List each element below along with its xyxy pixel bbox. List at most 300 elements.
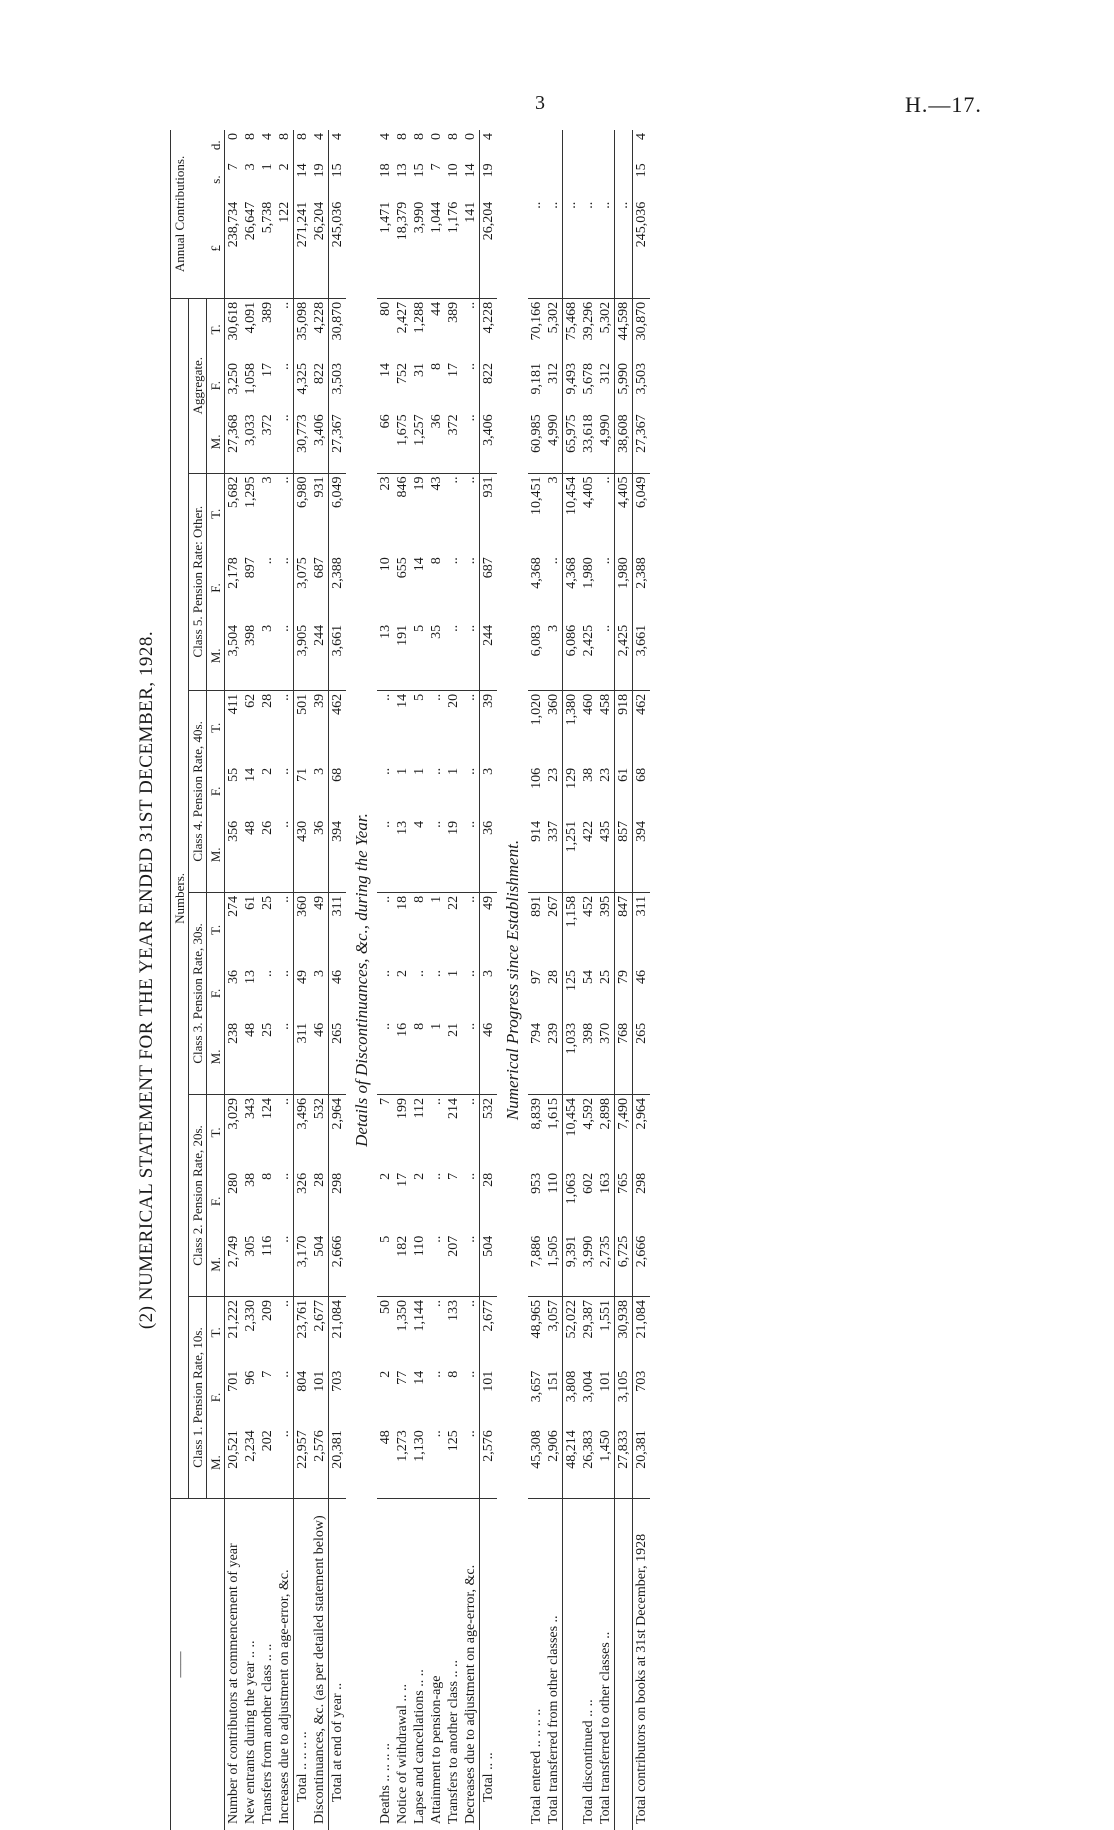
contribution-value: 19 xyxy=(311,160,329,198)
cell-value: 30,870 xyxy=(633,298,651,360)
cell-value: 2 xyxy=(259,765,276,818)
cell-value: 22 xyxy=(445,892,462,967)
cell-value: 209 xyxy=(259,1296,276,1367)
contribution-value: 8 xyxy=(294,130,312,160)
table-row xyxy=(428,130,445,1830)
cell-value: 6,083 xyxy=(528,622,545,691)
cell-value: 1,158 xyxy=(563,892,581,967)
cell-value: 265 xyxy=(633,1020,651,1095)
cell-value: 13 xyxy=(377,622,394,691)
cell-value: 1,551 xyxy=(597,1296,615,1367)
cell-value: 125 xyxy=(445,1427,462,1498)
cell-value: 38 xyxy=(580,765,597,818)
cell-value: 3,661 xyxy=(633,622,651,691)
contribution-value: 15 xyxy=(411,160,428,198)
column-f-header: F. xyxy=(207,765,225,818)
cell-value: .. xyxy=(445,473,462,554)
table-row xyxy=(615,130,633,1830)
contribution-value: 3,990 xyxy=(411,199,428,299)
row-label: Total discontinued .. .. xyxy=(580,1499,597,1830)
contribution-value: 8 xyxy=(394,130,411,160)
cell-value: 1 xyxy=(411,765,428,818)
cell-value: .. xyxy=(462,1094,480,1169)
cell-value: .. xyxy=(462,411,480,473)
column-t-header: T. xyxy=(207,690,225,765)
cell-value: 794 xyxy=(528,1020,545,1095)
cell-value: 25 xyxy=(259,1020,276,1095)
cell-value: .. xyxy=(428,1094,445,1169)
cell-value: .. xyxy=(445,622,462,691)
cell-value: 2,677 xyxy=(480,1296,498,1367)
class1-header: Class 1. Pension Rate, 10s. xyxy=(189,1296,207,1498)
cell-value: 5,302 xyxy=(545,298,563,360)
cell-value: 96 xyxy=(242,1368,259,1427)
cell-value: .. xyxy=(276,1020,294,1095)
cell-value: 504 xyxy=(311,1233,329,1297)
contribution-value: 26,204 xyxy=(480,199,498,299)
cell-value: 3,029 xyxy=(225,1094,243,1169)
cell-value: 3 xyxy=(311,765,329,818)
cell-value: 61 xyxy=(242,892,259,967)
cell-value: 5 xyxy=(411,690,428,765)
contribution-value xyxy=(580,160,597,198)
cell-value: 280 xyxy=(225,1170,243,1233)
row-label: Total entered .. .. .. .. xyxy=(528,1499,545,1830)
cell-value: 4,228 xyxy=(311,298,329,360)
cell-value: .. xyxy=(276,690,294,765)
cell-value: 3,503 xyxy=(329,360,347,411)
contribution-value: 18 xyxy=(377,160,394,198)
cell-value: 2,388 xyxy=(329,554,347,622)
cell-value: 460 xyxy=(580,690,597,765)
cell-value: 6,086 xyxy=(563,622,581,691)
cell-value: 4,405 xyxy=(615,473,633,554)
cell-value: .. xyxy=(445,554,462,622)
cell-value: 8 xyxy=(428,554,445,622)
cell-value: 23 xyxy=(377,473,394,554)
cell-value: .. xyxy=(377,1020,394,1095)
cell-value: 70,166 xyxy=(528,298,545,360)
contribution-value xyxy=(545,130,563,160)
cell-value: 28 xyxy=(311,1170,329,1233)
contribution-value xyxy=(528,130,545,160)
cell-value: 846 xyxy=(394,473,411,554)
contribution-value xyxy=(563,160,581,198)
cell-value: .. xyxy=(276,298,294,360)
row-label: Total .. .. .. .. xyxy=(294,1499,312,1830)
cell-value: 768 xyxy=(615,1020,633,1095)
table-row xyxy=(480,130,498,1830)
cell-value: 5 xyxy=(377,1233,394,1297)
cell-value: 337 xyxy=(545,818,563,893)
cell-value: 20,381 xyxy=(633,1427,651,1498)
cell-value: .. xyxy=(276,818,294,893)
cell-value: 44,598 xyxy=(615,298,633,360)
cell-value: 16 xyxy=(394,1020,411,1095)
cell-value: 398 xyxy=(242,622,259,691)
contribution-value xyxy=(597,160,615,198)
cell-value: 1,675 xyxy=(394,411,411,473)
cell-value: 655 xyxy=(394,554,411,622)
cell-value: 1,033 xyxy=(563,1020,581,1095)
cell-value: 116 xyxy=(259,1233,276,1297)
cell-value: 3,661 xyxy=(329,622,347,691)
cell-value: 311 xyxy=(633,892,651,967)
cell-value: 2,964 xyxy=(633,1094,651,1169)
cell-value: 17 xyxy=(259,360,276,411)
class3-header: Class 3. Pension Rate, 30s. xyxy=(189,892,207,1094)
cell-value: 703 xyxy=(329,1368,347,1427)
cell-value: 8,839 xyxy=(528,1094,545,1169)
cell-value: 129 xyxy=(563,765,581,818)
cell-value: 2,576 xyxy=(311,1427,329,1498)
cell-value: 452 xyxy=(580,892,597,967)
row-label xyxy=(615,1499,633,1830)
cell-value: 35,098 xyxy=(294,298,312,360)
cell-value: 46 xyxy=(480,1020,498,1095)
cell-value: 953 xyxy=(528,1170,545,1233)
cell-value: .. xyxy=(428,1427,445,1498)
cell-value: 28 xyxy=(259,690,276,765)
contribution-value: .. xyxy=(563,199,581,299)
row-label: New entrants during the year .. .. xyxy=(242,1499,259,1830)
cell-value: 52,022 xyxy=(563,1296,581,1367)
cell-value: 55 xyxy=(225,765,243,818)
cell-value: 4,990 xyxy=(545,411,563,473)
cell-value: 39,296 xyxy=(580,298,597,360)
cell-value: 891 xyxy=(528,892,545,967)
cell-value: .. xyxy=(462,690,480,765)
cell-value: 5,678 xyxy=(580,360,597,411)
cell-value: 5 xyxy=(411,622,428,691)
cell-value: .. xyxy=(276,1296,294,1367)
table-row xyxy=(462,130,480,1830)
contribution-value: 245,036 xyxy=(633,199,651,299)
contribution-value: 3 xyxy=(242,160,259,198)
cell-value: 18 xyxy=(394,892,411,967)
cell-value: 3,808 xyxy=(563,1368,581,1427)
contribution-value: .. xyxy=(545,199,563,299)
table-row xyxy=(377,130,394,1830)
cell-value: .. xyxy=(462,967,480,1020)
cell-value: 101 xyxy=(597,1368,615,1427)
cell-value: 23,761 xyxy=(294,1296,312,1367)
cell-value: 914 xyxy=(528,818,545,893)
cell-value: 21,222 xyxy=(225,1296,243,1367)
cell-value: 106 xyxy=(528,765,545,818)
cell-value: 4,592 xyxy=(580,1094,597,1169)
cell-value: 5,302 xyxy=(597,298,615,360)
contribution-value xyxy=(615,160,633,198)
cell-value: .. xyxy=(259,967,276,1020)
table-row xyxy=(394,130,411,1830)
contribution-value: 1,176 xyxy=(445,199,462,299)
table-row xyxy=(259,130,276,1830)
cell-value: 389 xyxy=(259,298,276,360)
cell-value: .. xyxy=(462,298,480,360)
cell-value: 1,615 xyxy=(545,1094,563,1169)
cell-value: .. xyxy=(462,1368,480,1427)
cell-value: 30,618 xyxy=(225,298,243,360)
cell-value: 2,425 xyxy=(615,622,633,691)
cell-value: 17 xyxy=(394,1170,411,1233)
column-f-header: F. xyxy=(207,1368,225,1427)
cell-value: 30,773 xyxy=(294,411,312,473)
cell-value: 25 xyxy=(597,967,615,1020)
cell-value: 532 xyxy=(311,1094,329,1169)
cell-value: 61 xyxy=(615,765,633,818)
cell-value: 151 xyxy=(545,1368,563,1427)
cell-value: .. xyxy=(276,1368,294,1427)
contribution-value: 0 xyxy=(428,130,445,160)
cell-value: 21,084 xyxy=(633,1296,651,1367)
contribution-value: 15 xyxy=(329,160,347,198)
cell-value: 36 xyxy=(428,411,445,473)
contribution-value xyxy=(597,130,615,160)
cell-value: 1,144 xyxy=(411,1296,428,1367)
cell-value: 35 xyxy=(428,622,445,691)
contribution-value: 1,044 xyxy=(428,199,445,299)
cell-value: 1,450 xyxy=(597,1427,615,1498)
row-label xyxy=(563,1499,581,1830)
cell-value: .. xyxy=(462,1233,480,1297)
currency-unit-header: £ xyxy=(207,199,225,299)
cell-value: 28 xyxy=(545,967,563,1020)
cell-value: 701 xyxy=(225,1368,243,1427)
contribution-value: 14 xyxy=(294,160,312,198)
cell-value: 20,521 xyxy=(225,1427,243,1498)
table-body xyxy=(225,130,651,1830)
contribution-value: 8 xyxy=(276,130,294,160)
cell-value: 75,468 xyxy=(563,298,581,360)
cell-value: 3,990 xyxy=(580,1233,597,1297)
cell-value: .. xyxy=(276,411,294,473)
cell-value: 62 xyxy=(242,690,259,765)
column-m-header: M. xyxy=(207,1233,225,1297)
contribution-value: 1,471 xyxy=(377,199,394,299)
cell-value: .. xyxy=(276,1233,294,1297)
cell-value: 10,451 xyxy=(528,473,545,554)
cell-value: 312 xyxy=(545,360,563,411)
cell-value: 2,234 xyxy=(242,1427,259,1498)
cell-value: .. xyxy=(462,622,480,691)
cell-value: 191 xyxy=(394,622,411,691)
row-label: Number of contributors at commencement of year xyxy=(225,1499,243,1830)
cell-value: 822 xyxy=(480,360,498,411)
cell-value: 112 xyxy=(411,1094,428,1169)
cell-value: .. xyxy=(276,622,294,691)
cell-value: 14 xyxy=(242,765,259,818)
cell-value: 4,368 xyxy=(528,554,545,622)
row-label: Total contributors on books at 31st December, 1928 xyxy=(633,1499,651,1830)
cell-value: 8 xyxy=(445,1368,462,1427)
contribution-value: 4 xyxy=(311,130,329,160)
cell-value: 857 xyxy=(615,818,633,893)
cell-value: 66 xyxy=(377,411,394,473)
contribution-value: 141 xyxy=(462,199,480,299)
cell-value: 207 xyxy=(445,1233,462,1297)
rotated-table-area xyxy=(136,130,1114,1830)
cell-value: 3,057 xyxy=(545,1296,563,1367)
cell-value: 20 xyxy=(445,690,462,765)
cell-value: 7,886 xyxy=(528,1233,545,1297)
table-row xyxy=(563,130,581,1830)
cell-value: 847 xyxy=(615,892,633,967)
cell-value: 214 xyxy=(445,1094,462,1169)
cell-value: .. xyxy=(597,473,615,554)
cell-value: 5,990 xyxy=(615,360,633,411)
cell-value: 462 xyxy=(329,690,347,765)
cell-value: 238 xyxy=(225,1020,243,1095)
cell-value: 462 xyxy=(633,690,651,765)
cell-value: 239 xyxy=(545,1020,563,1095)
cell-value: 13 xyxy=(242,967,259,1020)
cell-value: 50 xyxy=(377,1296,394,1367)
contribution-value: 4 xyxy=(259,130,276,160)
table-row xyxy=(242,130,259,1830)
cell-value: 2,330 xyxy=(242,1296,259,1367)
column-t-header: T. xyxy=(207,298,225,360)
cell-value: 532 xyxy=(480,1094,498,1169)
cell-value: .. xyxy=(428,1233,445,1297)
cell-value: 19 xyxy=(445,818,462,893)
cell-value: 1,350 xyxy=(394,1296,411,1367)
column-t-header: T. xyxy=(207,1094,225,1169)
contribution-value: .. xyxy=(528,199,545,299)
cell-value: 360 xyxy=(294,892,312,967)
cell-value: 4,405 xyxy=(580,473,597,554)
table-row xyxy=(445,130,462,1830)
cell-value: 2,677 xyxy=(311,1296,329,1367)
cell-value: 395 xyxy=(597,892,615,967)
cell-value: 125 xyxy=(563,967,581,1020)
cell-value: 356 xyxy=(225,818,243,893)
contribution-value: 14 xyxy=(462,160,480,198)
cell-value: 13 xyxy=(394,818,411,893)
contribution-value: 238,734 xyxy=(225,199,243,299)
currency-unit-header: s. xyxy=(207,160,225,198)
row-label: Total at end of year .. xyxy=(329,1499,347,1830)
cell-value: .. xyxy=(462,892,480,967)
row-label: Attainment to pension-age xyxy=(428,1499,445,1830)
contribution-value: 5,738 xyxy=(259,199,276,299)
cell-value: .. xyxy=(462,360,480,411)
cell-value: 918 xyxy=(615,690,633,765)
cell-value: 33,618 xyxy=(580,411,597,473)
column-m-header: M. xyxy=(207,1427,225,1498)
cell-value: 7 xyxy=(445,1170,462,1233)
column-f-header: F. xyxy=(207,360,225,411)
cell-value: 101 xyxy=(480,1368,498,1427)
cell-value: .. xyxy=(276,1094,294,1169)
aggregate-header: Aggregate. xyxy=(189,298,207,473)
cell-value: 3,496 xyxy=(294,1094,312,1169)
cell-value: 703 xyxy=(633,1368,651,1427)
section-heading: Numerical Progress since Establishment. xyxy=(497,130,528,1830)
row-label: Increases due to adjustment on age-error, &c. xyxy=(276,1499,294,1830)
cell-value: 31 xyxy=(411,360,428,411)
cell-value: .. xyxy=(597,622,615,691)
table-row xyxy=(633,130,651,1830)
cell-value: 46 xyxy=(311,1020,329,1095)
contribution-value: 7 xyxy=(428,160,445,198)
cell-value: 4,990 xyxy=(597,411,615,473)
column-m-header: M. xyxy=(207,818,225,893)
cell-value: 435 xyxy=(597,818,615,893)
cell-value: 394 xyxy=(329,818,347,893)
statement-title: (2) NUMERICAL STATEMENT FOR THE YEAR ENDED 31ST DECEMBER, 1928. xyxy=(136,130,158,1830)
cell-value: .. xyxy=(276,967,294,1020)
cell-value: 1,063 xyxy=(563,1170,581,1233)
cell-value: 49 xyxy=(294,967,312,1020)
cell-value: 6,725 xyxy=(615,1233,633,1297)
cell-value: 3,504 xyxy=(225,622,243,691)
cell-value: 25 xyxy=(259,892,276,967)
cell-value: 3,657 xyxy=(528,1368,545,1427)
cell-value: 3 xyxy=(311,967,329,1020)
cell-value: 422 xyxy=(580,818,597,893)
currency-unit-header: d. xyxy=(207,130,225,160)
cell-value: 311 xyxy=(294,1020,312,1095)
cell-value: 21 xyxy=(445,1020,462,1095)
contribution-value: 8 xyxy=(242,130,259,160)
cell-value: 48 xyxy=(242,1020,259,1095)
cell-value: 36 xyxy=(311,818,329,893)
cell-value: 182 xyxy=(394,1233,411,1297)
cell-value: 4,325 xyxy=(294,360,312,411)
column-f-header: F. xyxy=(207,554,225,622)
cell-value: 343 xyxy=(242,1094,259,1169)
cell-value: 1 xyxy=(445,765,462,818)
cell-value: 2,425 xyxy=(580,622,597,691)
cell-value: 39 xyxy=(311,690,329,765)
cell-value: 5,682 xyxy=(225,473,243,554)
cell-value: 394 xyxy=(633,818,651,893)
cell-value: 49 xyxy=(311,892,329,967)
cell-value: 27,367 xyxy=(633,411,651,473)
contribution-value: 8 xyxy=(411,130,428,160)
cell-value: .. xyxy=(259,554,276,622)
column-f-header: F. xyxy=(207,967,225,1020)
table-row xyxy=(597,130,615,1830)
cell-value: 54 xyxy=(580,967,597,1020)
cell-value: 6,980 xyxy=(294,473,312,554)
contribution-value: 18,379 xyxy=(394,199,411,299)
cell-value: 2,178 xyxy=(225,554,243,622)
cell-value: 17 xyxy=(445,360,462,411)
cell-value: .. xyxy=(428,765,445,818)
cell-value: 60,985 xyxy=(528,411,545,473)
cell-value: 2,388 xyxy=(633,554,651,622)
cell-value: 2,735 xyxy=(597,1233,615,1297)
cell-value: 311 xyxy=(329,892,347,967)
cell-value: 77 xyxy=(394,1368,411,1427)
cell-value: 14 xyxy=(411,554,428,622)
cell-value: 1,380 xyxy=(563,690,581,765)
cell-value: 1,257 xyxy=(411,411,428,473)
cell-value: 4 xyxy=(411,818,428,893)
cell-value: 20,381 xyxy=(329,1427,347,1498)
row-label: Total transferred to other classes .. xyxy=(597,1499,615,1830)
cell-value: 2 xyxy=(377,1368,394,1427)
contribution-value xyxy=(563,130,581,160)
row-label: Deaths .. .. .. .. xyxy=(377,1499,394,1830)
cell-value: 298 xyxy=(329,1170,347,1233)
cell-value: .. xyxy=(276,892,294,967)
cell-value: 10,454 xyxy=(563,1094,581,1169)
cell-value: 10,454 xyxy=(563,473,581,554)
cell-value: 30,870 xyxy=(329,298,347,360)
